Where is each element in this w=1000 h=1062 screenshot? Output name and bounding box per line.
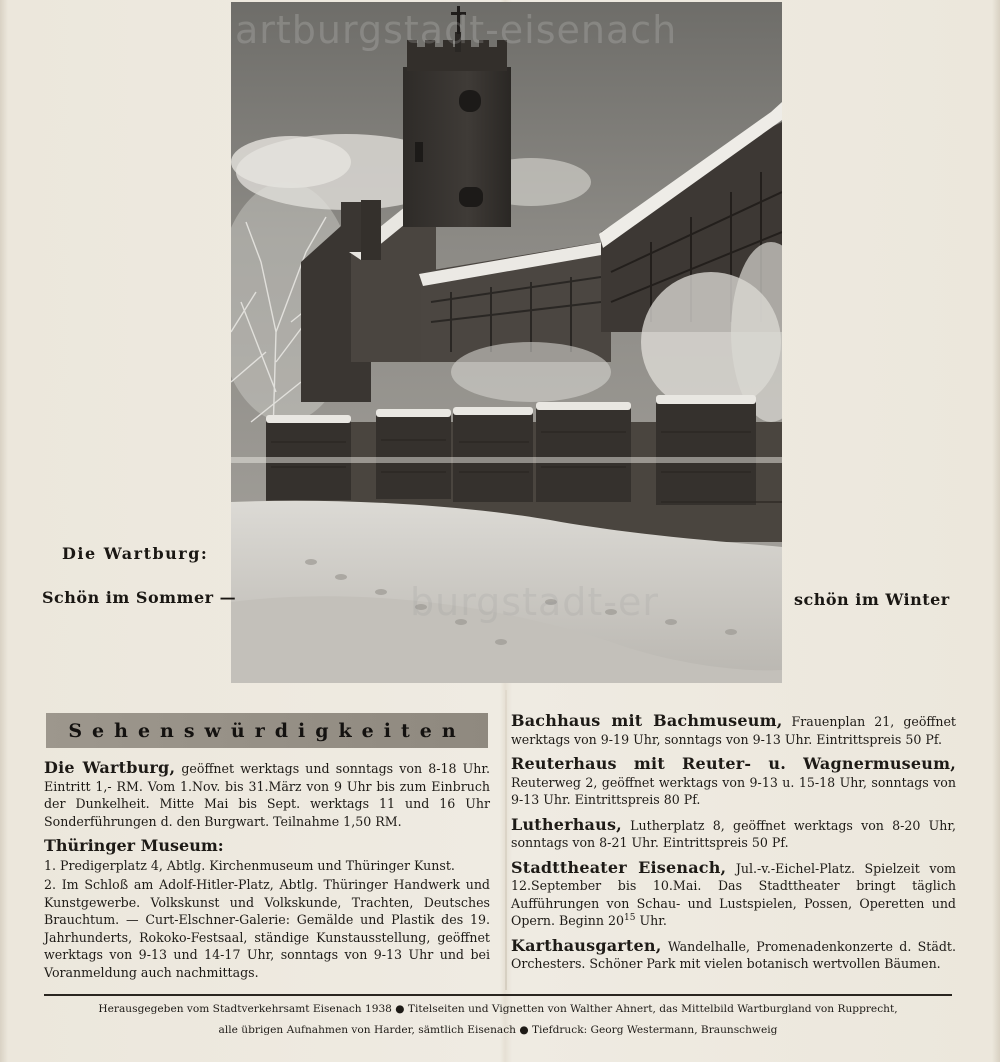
entry-text: geöffnet werktags und sonntags von 8-18 Uhr. Eintritt 1,- RM. Vom 1.Nov. bis 31.März von 9 Uhr bis zum Einbruch der Dunkelheit. Mitte Mai bis Sept. werktags 11 und 16 Uhr Sonderführungen d. den Burgwart. Teilnahme 1,50 RM.: [44, 761, 490, 829]
footer-rule: [44, 994, 952, 996]
caption-summer: Schön im Sommer —: [42, 588, 237, 607]
entry-text-superscript: 15: [624, 912, 636, 923]
watermark-top: artburgstadt-eisenach: [235, 8, 678, 52]
entry-reuterhaus: [511, 755, 956, 809]
entry-name: Lutherhaus,: [511, 814, 622, 834]
museum-item: 2. Im Schloß am Adolf-Hitler-Platz, Abtlg. Thüringer Handwerk und Kunstgewerbe. Volkskunst und Volkskunde, Trachten, Deutsches Brauchtum. — Curt-Elschner-Galerie: Gemälde und Plastik des 19. Jahrhunderts, Rokoko-Festsaal, ständige Kunstausstellung, geöffnet werktags von 9-13 und 14-17 Uhr, sonntags von 9-13 Uhr und bei Voranmeldung auch nachmittags.: [44, 877, 490, 980]
entry-name: Bachhaus mit Bachmuseum,: [511, 711, 783, 730]
entry-name: Thüringer Museum:: [44, 836, 224, 855]
entry-text: Jul.-v.-Eichel-Platz. Spielzeit vom 12.September bis 10.Mai. Das Stadttheater bringt täglich Aufführungen von Schau- und Lustspielen, Possen, Operetten und Opern. Beginn 20: [511, 860, 956, 928]
left-column: [44, 759, 490, 988]
entry-karthausgarten: [511, 937, 956, 973]
page-fold: [505, 690, 507, 990]
footer-line: alle übrigen Aufnahmen von Harder, sämtlich Eisenach ● Tiefdruck: Georg Westermann, Braunschweig: [218, 1024, 778, 1036]
entry-name: Stadttheater Eisenach,: [511, 857, 727, 877]
entry-lutherhaus: [511, 816, 956, 852]
entry-text: Frauenplan 21, geöffnet werktags von 9-19 Uhr, sonntags von 9-13 Uhr. Eintrittspreis 50 Pf.: [511, 714, 956, 747]
entry-text-end: Uhr.: [635, 913, 667, 928]
entry-museum: [44, 837, 490, 981]
caption-winter: schön im Winter: [794, 590, 950, 609]
right-column: [511, 712, 956, 980]
entry-name: Karthausgarten,: [511, 935, 662, 955]
watermark-middle: burgstadt-er: [410, 580, 659, 624]
entry-bachhaus: [511, 712, 956, 748]
entry-text: Lutherplatz 8, geöffnet werktags von 8-20 Uhr, sonntags von 8-21 Uhr. Eintrittspreis 50 Pf.: [511, 817, 956, 850]
footer-line: Herausgegeben vom Stadtverkehrsamt Eisenach 1938 ● Titelseiten und Vignetten von Walther Ahnert, das Mittelbild Wartburgland von Rupprecht,: [98, 1003, 898, 1015]
entry-text: Reuterweg 2, geöffnet werktags von 9-13 u. 15-18 Uhr, sonntags von 9-13 Uhr. Eintrittspreis 80 Pf.: [511, 774, 956, 807]
entry-name: Die Wartburg,: [44, 758, 176, 777]
entry-wartburg: [44, 759, 490, 830]
entry-name: Reuterhaus mit Reuter- u. Wagnermuseum,: [511, 754, 956, 773]
entry-text: Wandelhalle, Promenadenkonzerte d. Städt. Orchesters. Schöner Park mit vielen botanisch wertvollen Bäumen.: [511, 938, 956, 971]
museum-item: 1. Predigerplatz 4, Abtlg. Kirchenmuseum und Thüringer Kunst.: [44, 857, 455, 873]
entry-stadttheater: [511, 859, 956, 930]
section-heading: Sehenswürdigkeiten: [46, 713, 488, 748]
caption-title: Die Wartburg:: [62, 544, 209, 563]
